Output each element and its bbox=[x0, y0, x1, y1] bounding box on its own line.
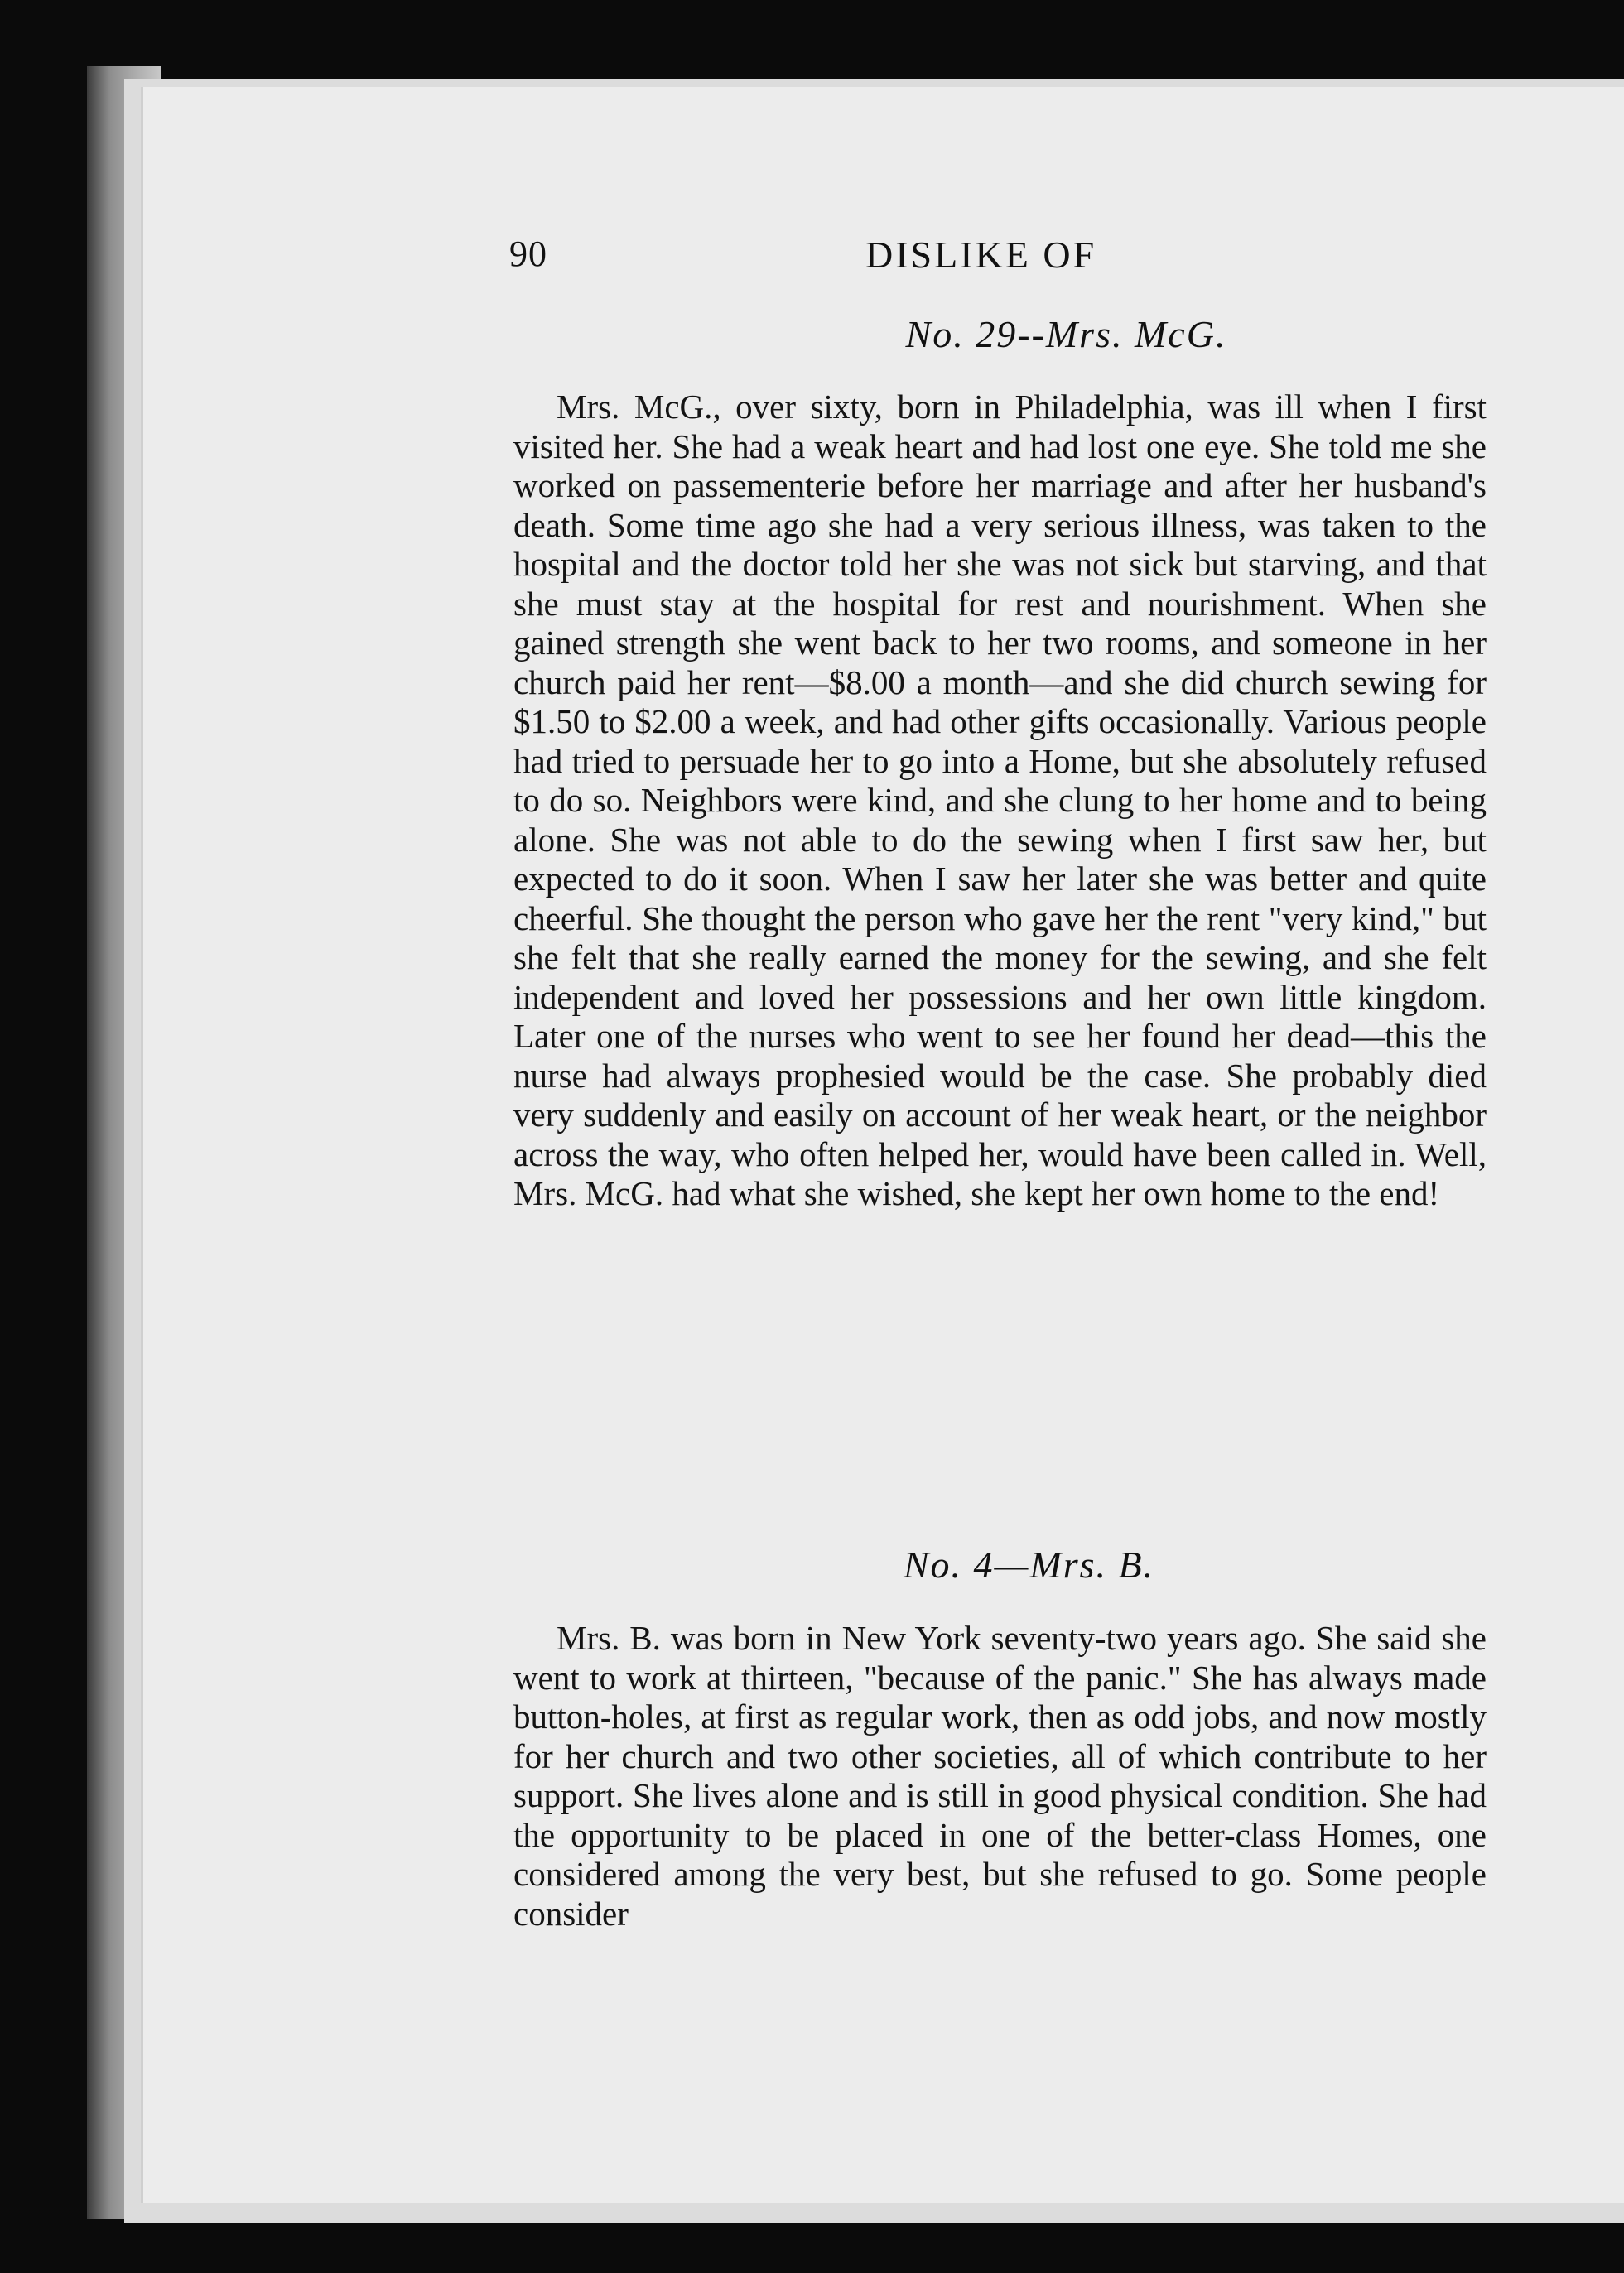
page-header bbox=[509, 233, 1487, 282]
running-head: DISLIKE OF bbox=[865, 234, 1097, 276]
section-heading-mrs-mcg: No. 29--Mrs. McG. bbox=[905, 313, 1227, 355]
page-number: 90 bbox=[509, 234, 547, 274]
section-heading-mrs-b: No. 4—Mrs. B. bbox=[903, 1543, 1155, 1586]
paragraph-mrs-mcg: Mrs. McG., over sixty, born in Philadelphia, was ill when I first visited her. She had a weak heart and had lost one eye. She told me she worked on passementerie before her marriage and after her husband's death. Some time ago she had a very serious illness, was taken to the hospital and the doctor told her she was not sick but starving, and that she must stay at the hospital for rest and nourishment. When she gained strength she went back to her two rooms, and someone in her church paid her rent—$8.00 a month—and she did church sewing for $1.50 to $2.00 a week, and had other gifts occasionally. Various people had tried to persuade her to go into a Home, but she absolutely refused to do so. Neighbors were kind, and she clung to her home and to being alone. She was not able to do the sewing when I first saw her, but expected to do it soon. When I saw her later she was better and quite cheerful. She thought the person who gave her the rent "very kind," but she felt that she really earned the money for the sewing, and she felt independent and loved her possessions and her own little kingdom. Later one of the nurses who went to see her found her dead—this the nurse had always prophesied would be the case. She probably died very suddenly and easily on account of her weak heart, or the neighbor across the way, who often helped her, would have been called in. Well, Mrs. McG. had what she wished, she kept her own home to the end! bbox=[513, 388, 1487, 1212]
paragraph-mrs-b: Mrs. B. was born in New York seventy-two years ago. She said she went to work at thirteen, "because of the panic." She has always made button-holes, at first as regular work, then as odd jobs, and now mostly for her church and two other societies, all of which contribute to her support. She lives alone and is still in good physical condition. She had the opportunity to be placed in one of the better-class Homes, one considered among the very best, but she refused to go. Some people consider bbox=[513, 1619, 1487, 1933]
